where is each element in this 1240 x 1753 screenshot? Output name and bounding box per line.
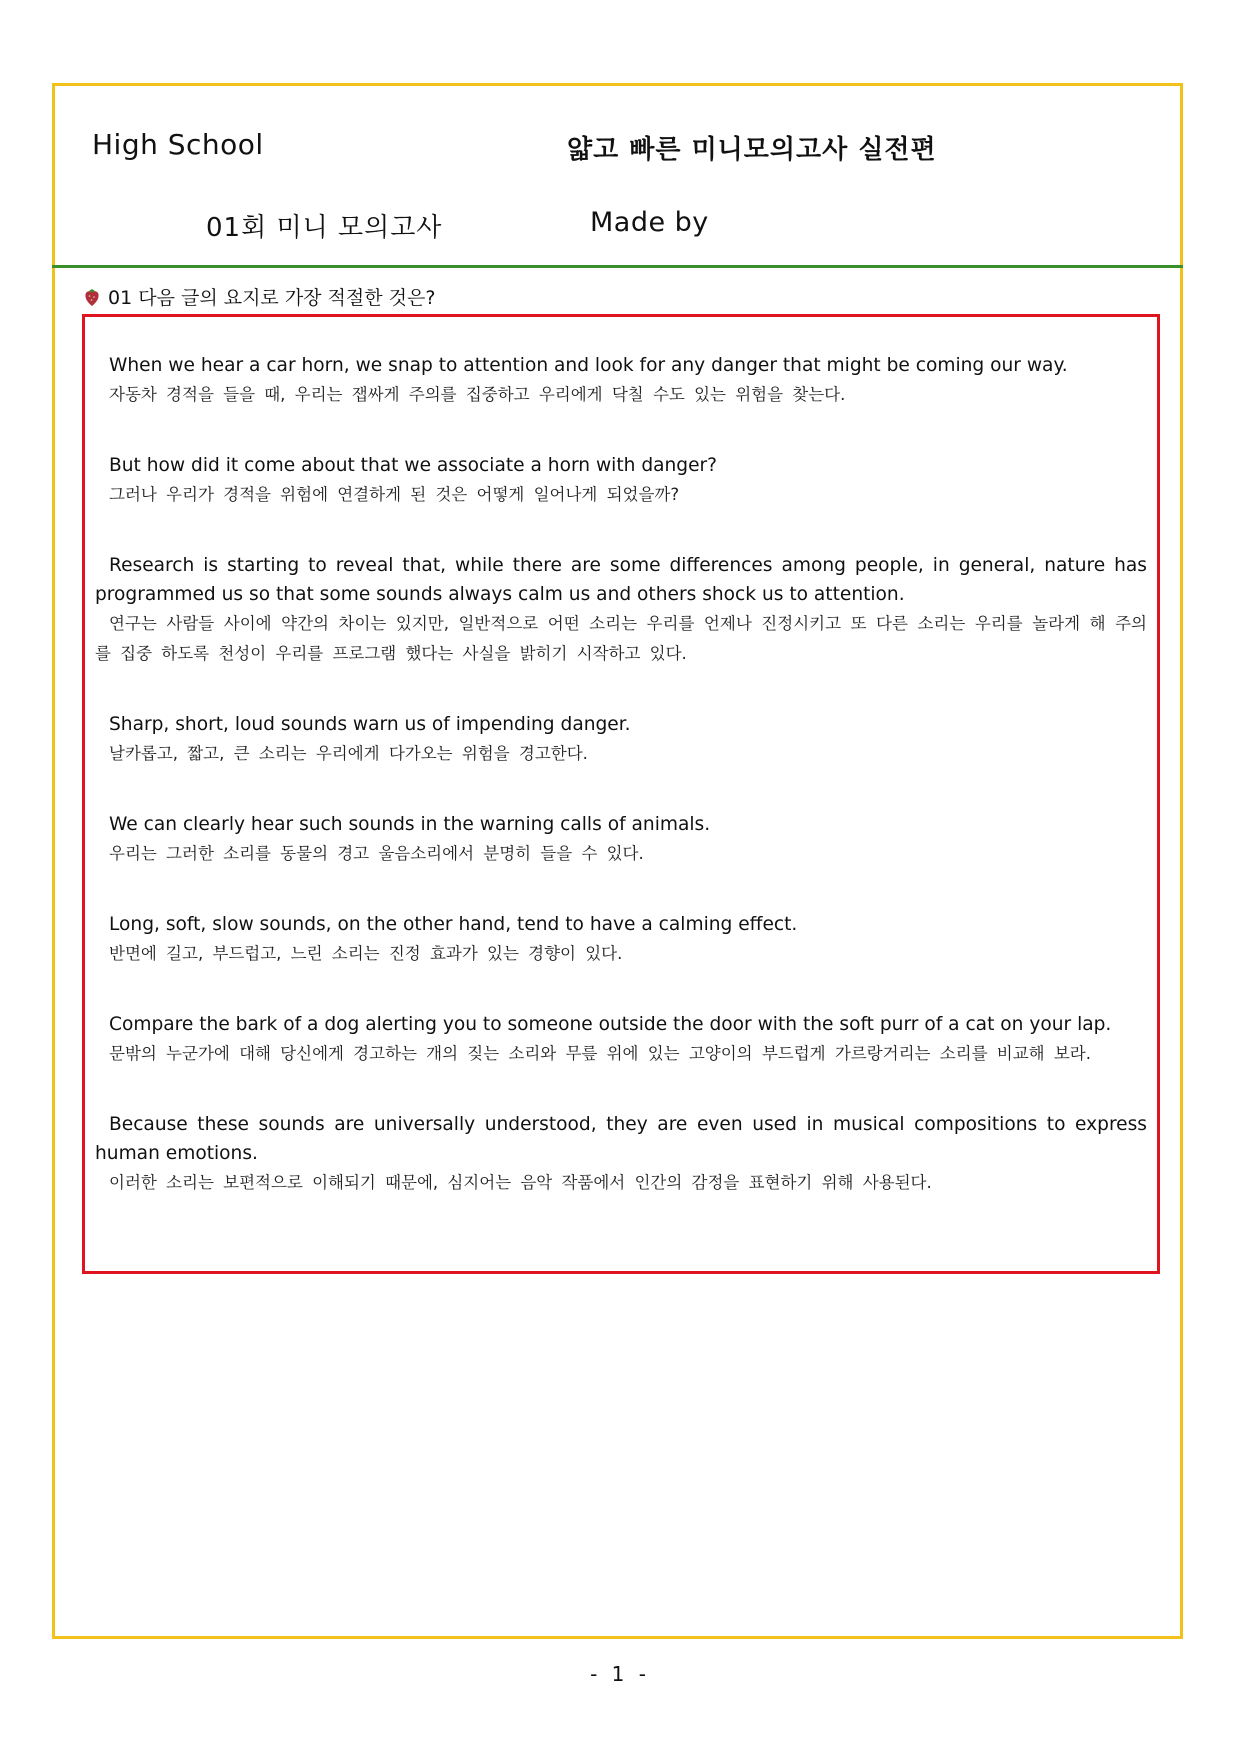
english-sentence: Because these sounds are universally understood, they are even used in musical compositions to express human emotions.: [95, 1114, 1147, 1164]
series-title: 얇고 빠른 미니모의고사 실전편: [567, 135, 937, 165]
korean-translation: 날카롭고, 짧고, 큰 소리는 우리에게 다가오는 위험을 경고한다.: [109, 744, 588, 763]
english-sentence: Compare the bark of a dog alerting you to someone outside the door with the soft purr of a cat on your lap.: [109, 1014, 1112, 1035]
korean-translation: 우리는 그러한 소리를 동물의 경고 울음소리에서 분명히 들을 수 있다.: [109, 844, 644, 863]
sentence-pair: [95, 1110, 1147, 1198]
korean-translation: 자동차 경적을 들을 때, 우리는 잽싸게 주의를 집중하고 우리에게 닥칠 수도 있는 위험을 찾는다.: [109, 385, 846, 404]
page-number: - 1 -: [590, 1662, 650, 1686]
english-sentence: But how did it come about that we associate a horn with danger?: [109, 455, 718, 476]
strawberry-icon: [84, 287, 100, 307]
sentence-pair: [95, 910, 1147, 969]
korean-translation: 이러한 소리는 보편적으로 이해되기 때문에, 심지어는 음악 작품에서 인간의 감정을 표현하기 위해 사용된다.: [109, 1173, 932, 1192]
korean-translation: 연구는 사람들 사이에 약간의 차이는 있지만, 일반적으로 어떤 소리는 우리를 언제나 진정시키고 또 다른 소리는 우리를 놀라게 해 주의를 집중 하도록 천성이 우리를 프로그램 했다는 사실을 밝히기 시작하고 있다.: [95, 614, 1147, 663]
sentence-pair: [95, 1010, 1147, 1069]
header-divider: [52, 265, 1183, 268]
made-by-label: Made by: [590, 207, 709, 238]
english-sentence: We can clearly hear such sounds in the warning calls of animals.: [109, 814, 711, 835]
english-sentence: When we hear a car horn, we snap to attention and look for any danger that might be coming our way.: [109, 355, 1068, 376]
english-sentence: Long, soft, slow sounds, on the other hand, tend to have a calming effect.: [109, 914, 798, 935]
english-sentence: Sharp, short, loud sounds warn us of impending danger.: [109, 714, 631, 735]
english-sentence: Research is starting to reveal that, while there are some differences among people, in general, nature has programmed us so that some sounds always calm us and others shock us to attention.: [95, 555, 1147, 605]
sentence-pair: [95, 710, 1147, 769]
sentence-pair: [95, 810, 1147, 869]
sentence-pair: [95, 451, 1147, 510]
passage-box: [82, 314, 1160, 1274]
school-level-label: High School: [92, 128, 264, 161]
korean-translation: 문밖의 누군가에 대해 당신에게 경고하는 개의 짖는 소리와 무릎 위에 있는 고양이의 부드럽게 가르랑거리는 소리를 비교해 보라.: [109, 1044, 1091, 1063]
question-heading: [84, 283, 435, 310]
korean-translation: 반면에 길고, 부드럽고, 느린 소리는 진정 효과가 있는 경향이 있다.: [109, 944, 623, 963]
sentence-pair: [95, 351, 1147, 410]
question-text: 01 다음 글의 요지로 가장 적절한 것은?: [108, 287, 436, 309]
test-title: 01회 미니 모의고사: [206, 213, 443, 243]
korean-translation: 그러나 우리가 경적을 위험에 연결하게 된 것은 어떻게 일어나게 되었을까?: [109, 485, 680, 504]
sentence-pair: [95, 551, 1147, 669]
